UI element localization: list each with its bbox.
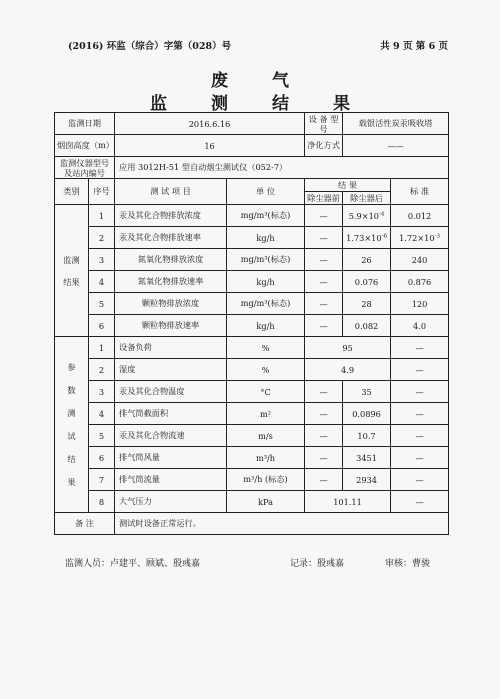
standard-value: 120 <box>391 293 449 315</box>
page-count: 共 9 页 第 6 页 <box>380 41 448 52</box>
table-row <box>55 157 449 179</box>
row-number: 4 <box>89 271 115 293</box>
table-row <box>55 513 449 535</box>
test-item: 颗粒物排放浓度 <box>115 293 227 315</box>
row-number: 2 <box>89 359 115 381</box>
unit: m/s <box>227 425 305 447</box>
value-before: — <box>305 271 343 293</box>
table-row <box>55 293 449 315</box>
equipment-value: 载银活性炭汞吸收塔 <box>343 113 449 135</box>
monitor-section <box>55 205 449 337</box>
row-number: 5 <box>89 425 115 447</box>
standard-value: — <box>391 469 449 491</box>
col-before: 除尘器前 <box>305 192 343 205</box>
table-header-row <box>55 179 449 192</box>
test-item: 汞及其化合物温度 <box>115 381 227 403</box>
col-standard: 标 准 <box>391 179 449 205</box>
unit: kg/h <box>227 271 305 293</box>
value-combined: 4.9 <box>305 359 391 381</box>
standard-value: $1.72\times 10^{-3}$ <box>391 227 449 249</box>
test-item: 颗粒物排放速率 <box>115 315 227 337</box>
value-before: — <box>305 469 343 491</box>
value-after: 26 <box>343 249 391 271</box>
value-after: 28 <box>343 293 391 315</box>
purify-value: —— <box>343 135 449 157</box>
standard-value: 0.876 <box>391 271 449 293</box>
monitor-staff: 监测人员：卢建平、顾斌、殷彧嘉 <box>65 559 201 569</box>
table-row <box>55 403 449 425</box>
row-number: 1 <box>89 205 115 227</box>
unit: mg/m³(标态) <box>227 249 305 271</box>
table-row <box>55 271 449 293</box>
row-number: 6 <box>89 447 115 469</box>
instrument-value: 应用 3012H-51 型自动烟尘测试仪（052-7） <box>115 157 449 179</box>
unit: mg/m³(标态) <box>227 293 305 315</box>
equipment-label: 设 备 型 号 <box>305 113 343 135</box>
parameter-section <box>55 337 449 513</box>
test-item: 氮氧化物排放速率 <box>115 271 227 293</box>
row-number: 2 <box>89 227 115 249</box>
value-before: — <box>305 403 343 425</box>
standard-value: — <box>391 359 449 381</box>
test-item: 设备负荷 <box>115 337 227 359</box>
value-after: $5.9\times 10^{-4}$ <box>343 205 391 227</box>
value-combined: 101.11 <box>305 491 391 513</box>
value-combined: 95 <box>305 337 391 359</box>
value-after: 10.7 <box>343 425 391 447</box>
monitor-category-label: 监测 结果 <box>55 205 89 337</box>
instrument-label: 监测仪器型号及站内编号 <box>55 157 115 179</box>
row-number: 7 <box>89 469 115 491</box>
test-item: 大气压力 <box>115 491 227 513</box>
table-row <box>55 491 449 513</box>
date-label: 监测日期 <box>55 113 115 135</box>
table-row <box>55 359 449 381</box>
standard-value: — <box>391 425 449 447</box>
value-before: — <box>305 425 343 447</box>
row-number: 1 <box>89 337 115 359</box>
unit: kg/h <box>227 315 305 337</box>
standard-value: — <box>391 403 449 425</box>
test-item: 排气筒流量 <box>115 469 227 491</box>
table-row <box>55 113 449 135</box>
signature-footer <box>65 556 465 569</box>
unit: kg/h <box>227 227 305 249</box>
table-row <box>55 469 449 491</box>
date-value: 2016.6.16 <box>115 113 305 135</box>
table-row <box>55 425 449 447</box>
row-number: 5 <box>89 293 115 315</box>
table-row <box>55 337 449 359</box>
value-after: 0.076 <box>343 271 391 293</box>
unit: m³/h <box>227 447 305 469</box>
col-unit: 单 位 <box>227 179 305 205</box>
value-before: — <box>305 249 343 271</box>
row-number: 3 <box>89 249 115 271</box>
value-after: 2934 <box>343 469 391 491</box>
standard-value: — <box>391 337 449 359</box>
remark-label: 备 注 <box>55 513 115 535</box>
exponent: -4 <box>379 210 385 217</box>
parameter-category-label: 参 数 测 试 结 果 <box>55 337 89 513</box>
standard-value: 0.012 <box>391 205 449 227</box>
table-row <box>55 315 449 337</box>
exponent: -6 <box>381 232 387 239</box>
report-title-line2: 监 测 结 果 <box>150 94 350 114</box>
value-after: 3451 <box>343 447 391 469</box>
value-before: — <box>305 227 343 249</box>
col-no: 序号 <box>89 179 115 205</box>
table-row <box>55 249 449 271</box>
unit: kPa <box>227 491 305 513</box>
unit: mg/m³(标态) <box>227 205 305 227</box>
document-number: (2016) 环监（综合）字第（028）号 <box>68 41 232 52</box>
height-value: 16 <box>115 135 305 157</box>
value-before: — <box>305 293 343 315</box>
row-number: 4 <box>89 403 115 425</box>
standard-value: 240 <box>391 249 449 271</box>
value-after: 0.0896 <box>343 403 391 425</box>
value-before: — <box>305 315 343 337</box>
col-result: 结 果 <box>305 179 391 192</box>
unit: m² <box>227 403 305 425</box>
unit: °C <box>227 381 305 403</box>
test-item: 氮氧化物排放浓度 <box>115 249 227 271</box>
test-item: 汞及其化合物流速 <box>115 425 227 447</box>
standard-value: 4.0 <box>391 315 449 337</box>
value-after: 35 <box>343 381 391 403</box>
test-item: 排气筒风量 <box>115 447 227 469</box>
test-item: 汞及其化合物排放速率 <box>115 227 227 249</box>
page-header <box>68 38 448 52</box>
value-before: — <box>305 381 343 403</box>
table-row <box>55 381 449 403</box>
remark-value: 测试时设备正常运行。 <box>115 513 449 535</box>
row-number: 8 <box>89 491 115 513</box>
value-after: $1.73\times 10^{-6}$ <box>343 227 391 249</box>
table-row <box>55 205 449 227</box>
test-item: 排气筒截面积 <box>115 403 227 425</box>
table-row <box>55 227 449 249</box>
monitoring-results-table <box>54 112 449 535</box>
unit: % <box>227 337 305 359</box>
col-category: 类别 <box>55 179 89 205</box>
reviewer: 审核：曹骏 <box>385 559 431 569</box>
row-number: 3 <box>89 381 115 403</box>
value-before: — <box>305 205 343 227</box>
value-after: 0.082 <box>343 315 391 337</box>
value-before: — <box>305 447 343 469</box>
col-after: 除尘器后 <box>343 192 391 205</box>
standard-value: — <box>391 491 449 513</box>
unit: m³/h (标态) <box>227 469 305 491</box>
row-number: 6 <box>89 315 115 337</box>
col-item: 测 试 项 目 <box>115 179 227 205</box>
purify-label: 净化方式 <box>305 135 343 157</box>
table-row <box>55 447 449 469</box>
standard-value: — <box>391 381 449 403</box>
recorder: 记录：殷彧嘉 <box>290 559 345 569</box>
report-title-line1: 废 气 <box>211 71 289 91</box>
exponent: -3 <box>434 232 440 239</box>
test-item: 汞及其化合物排放浓度 <box>115 205 227 227</box>
table-row <box>55 135 449 157</box>
standard-value: — <box>391 447 449 469</box>
unit: % <box>227 359 305 381</box>
height-label: 烟囱高度（m） <box>55 135 115 157</box>
test-item: 湿度 <box>115 359 227 381</box>
